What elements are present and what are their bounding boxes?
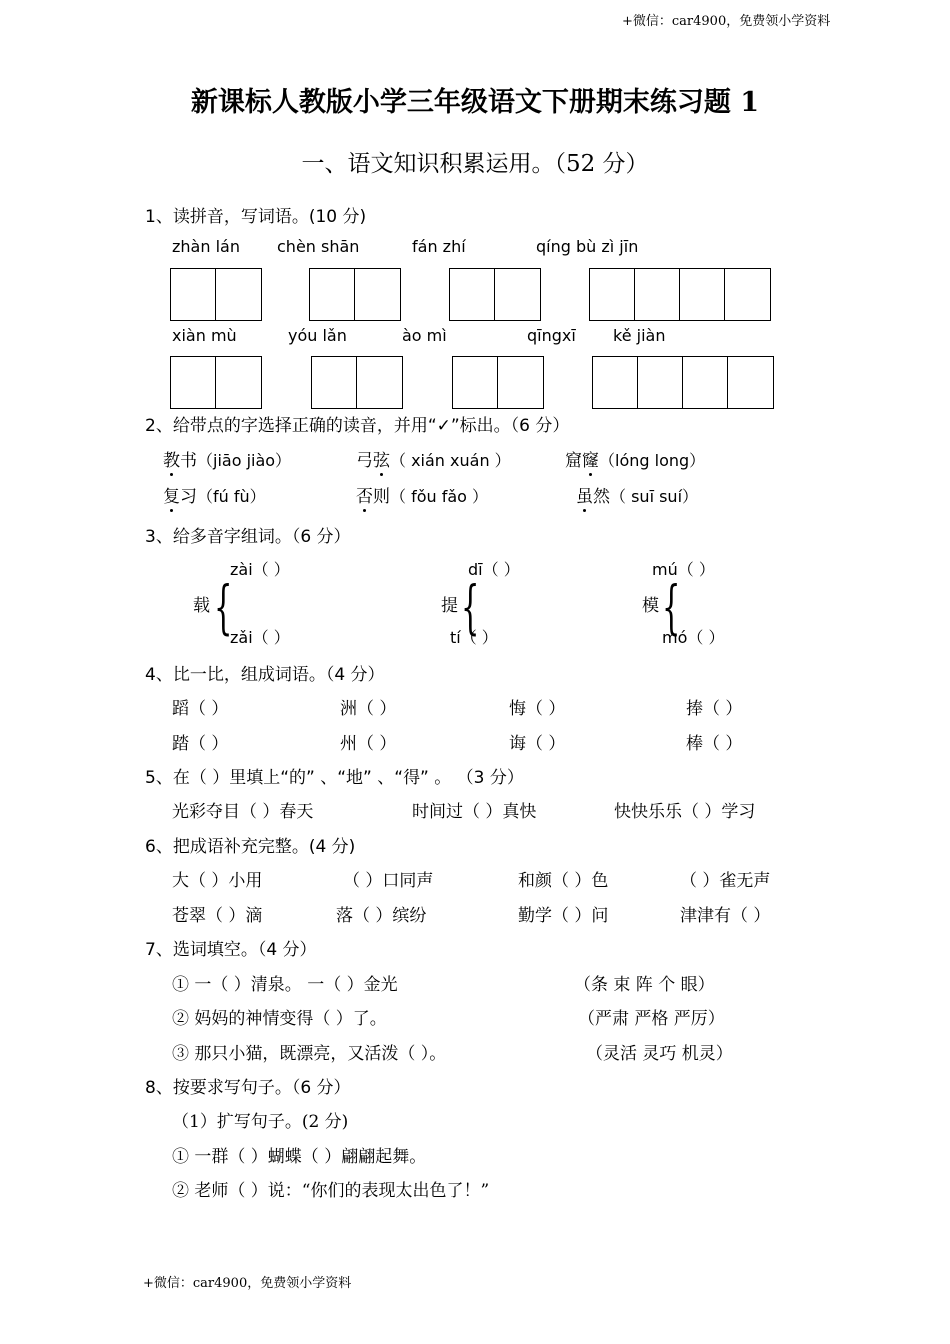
- watermark-bottom: +微信：car4900，免费领小学资料: [143, 1276, 352, 1291]
- idiom-blank[interactable]: 大（ ）小用: [172, 871, 263, 891]
- pronunciation-item: 弓弦（ xián xuán ）: [356, 446, 511, 471]
- polyphone-char: 提: [441, 596, 458, 616]
- question-5-heading: 5、在（ ）里填上“的” 、“地” 、“得” 。 （3 分）: [145, 768, 524, 788]
- character-grid[interactable]: [449, 268, 541, 321]
- pronunciation-item: 窟窿（lóng long）: [565, 446, 705, 471]
- polyphone-bottom: mó（ ）: [662, 628, 725, 647]
- polyphone-top: zài（ ）: [230, 560, 290, 579]
- brace-icon: {: [461, 573, 480, 641]
- watermark-top: +微信：car4900，免费领小学资料: [622, 14, 831, 29]
- word-blank[interactable]: 州（ ）: [340, 734, 397, 754]
- pinyin-label: qíng bù zì jīn: [536, 237, 639, 256]
- pinyin-label: ào mì: [402, 326, 447, 345]
- polyphone-bottom: zǎi（ ）: [230, 628, 290, 647]
- polyphone-bottom: tí（ ）: [450, 628, 498, 647]
- brace-icon: {: [214, 573, 233, 641]
- section-heading: 一、语文知识积累运用。（52 分）: [301, 151, 649, 177]
- choice-options: （严肃 严格 严厉）: [578, 1009, 725, 1029]
- polyphone-char: 模: [642, 596, 659, 616]
- word-blank[interactable]: 悔（ ）: [509, 699, 566, 719]
- fill-blank[interactable]: 光彩夺目（ ）春天: [172, 802, 314, 822]
- character-grid[interactable]: [309, 268, 401, 321]
- fill-blank[interactable]: 快快乐乐（ ）学习: [614, 802, 756, 822]
- character-grid[interactable]: [589, 268, 771, 321]
- sub-question: （1）扩写句子。(2 分): [172, 1112, 349, 1132]
- choice-sentence[interactable]: ② 妈妈的神情变得（ ）了。: [172, 1009, 387, 1029]
- idiom-blank[interactable]: 和颜（ ）色: [518, 871, 609, 891]
- choice-sentence[interactable]: ③ 那只小猫，既漂亮，又活泼（ ）。: [172, 1044, 447, 1064]
- choice-sentence[interactable]: ① 一（ ）清泉。 一（ ）金光: [172, 975, 398, 995]
- idiom-blank[interactable]: （ ）口同声: [343, 871, 434, 891]
- question-2-heading: 2、给带点的字选择正确的读音，并用“✓”标出。（6 分）: [145, 416, 570, 436]
- question-1-heading: 1、读拼音，写词语。(10 分): [145, 207, 367, 227]
- pinyin-label: zhàn lán: [172, 237, 240, 256]
- idiom-blank[interactable]: 苍翠（ ）滴: [172, 906, 263, 926]
- character-grid[interactable]: [311, 356, 403, 409]
- sentence-expand[interactable]: ① 一群（ ）蝴蝶（ ）翩翩起舞。: [172, 1147, 427, 1167]
- idiom-blank[interactable]: 落（ ）缤纷: [336, 906, 427, 926]
- idiom-blank[interactable]: （ ）雀无声: [680, 871, 771, 891]
- pinyin-label: yóu lǎn: [288, 326, 347, 345]
- pinyin-label: xiàn mù: [172, 326, 237, 345]
- polyphone-char: 载: [193, 596, 210, 616]
- pronunciation-item: 虽然（ suī suí）: [576, 482, 698, 507]
- pronunciation-item: 教书（jiāo jiào）: [163, 446, 291, 471]
- word-blank[interactable]: 捧（ ）: [686, 699, 743, 719]
- sentence-expand[interactable]: ② 老师（ ）说：“你们的表现太出色了！”: [172, 1181, 490, 1201]
- question-7-heading: 7、选词填空。（4 分）: [145, 940, 317, 960]
- character-grid[interactable]: [592, 356, 774, 409]
- polyphone-top: dī（ ）: [468, 560, 520, 579]
- pronunciation-item: 否则（ fǒu fǎo ）: [356, 482, 488, 507]
- choice-options: （条 束 阵 个 眼）: [574, 975, 715, 995]
- character-grid[interactable]: [170, 356, 262, 409]
- word-blank[interactable]: 棒（ ）: [686, 734, 743, 754]
- word-blank[interactable]: 踏（ ）: [172, 734, 229, 754]
- choice-options: （灵活 灵巧 机灵）: [586, 1044, 733, 1064]
- word-blank[interactable]: 洲（ ）: [340, 699, 397, 719]
- question-3-heading: 3、给多音字组词。（6 分）: [145, 527, 351, 547]
- pinyin-label: kě jiàn: [613, 326, 666, 345]
- character-grid[interactable]: [452, 356, 544, 409]
- character-grid[interactable]: [170, 268, 262, 321]
- question-6-heading: 6、把成语补充完整。(4 分): [145, 837, 356, 857]
- brace-icon: {: [662, 573, 681, 641]
- pinyin-label: chèn shān: [277, 237, 360, 256]
- question-8-heading: 8、按要求写句子。（6 分）: [145, 1078, 351, 1098]
- word-blank[interactable]: 诲（ ）: [509, 734, 566, 754]
- pinyin-label: fán zhí: [412, 237, 466, 256]
- polyphone-top: mú（ ）: [652, 560, 715, 579]
- question-4-heading: 4、比一比，组成词语。（4 分）: [145, 665, 385, 685]
- idiom-blank[interactable]: 勤学（ ）问: [518, 906, 609, 926]
- word-blank[interactable]: 蹈（ ）: [172, 699, 229, 719]
- fill-blank[interactable]: 时间过（ ）真快: [412, 802, 537, 822]
- pinyin-label: qīngxī: [527, 326, 576, 345]
- pronunciation-item: 复习（fú fù）: [163, 482, 266, 507]
- idiom-blank[interactable]: 津津有（ ）: [680, 906, 771, 926]
- page-title: 新课标人教版小学三年级语文下册期末练习题 1: [190, 87, 760, 118]
